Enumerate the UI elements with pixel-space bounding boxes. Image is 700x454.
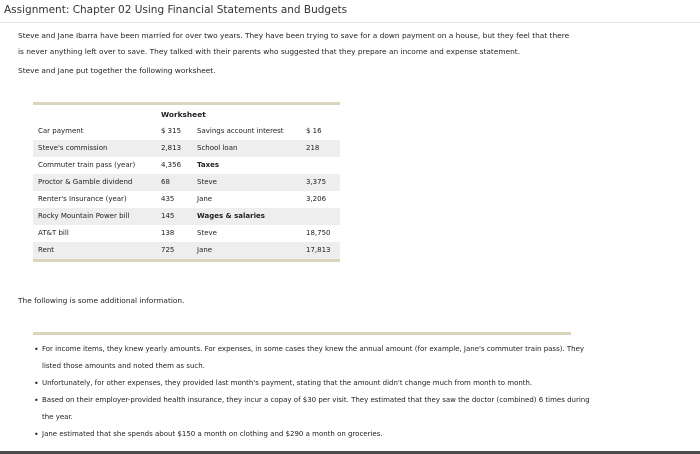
income-amount: 218	[306, 144, 320, 152]
intro-line-2: is never anything left over to save. They talked with their parents who suggested that they prepare an income and expense statement.	[18, 47, 521, 56]
assignment-header	[0, 0, 700, 23]
income-label: Jane	[197, 195, 213, 203]
expense-amount: 4,356	[161, 161, 182, 169]
bullet-item: • Unfortunately, for other expenses, they provided last month's payment, stating that the amount didn't change much from month to month.	[34, 375, 594, 392]
expense-label: Renter's Insurance (year)	[38, 195, 127, 203]
expense-amount: 435	[161, 195, 175, 203]
worksheet-row	[33, 174, 340, 191]
bullet-item: • Based on their employer-provided health insurance, they incur a copay of $30 per visit. They estimated that they saw the doctor (combined) 6 times during the year.	[34, 392, 594, 426]
expense-label: Rocky Mountain Power bill	[38, 212, 130, 220]
expense-amount: 138	[161, 229, 175, 237]
additional-info-list	[34, 341, 594, 443]
worksheet-row	[33, 225, 340, 242]
bullet-item: • Jane estimated that she spends about $150 a month on clothing and $290 a month on groceries.	[34, 426, 594, 443]
bullet-item: • For income items, they knew yearly amounts. For expenses, in some cases they knew the annual amount (for example, Jane's commuter train pass). They listed those amounts and noted them as such.	[34, 341, 594, 375]
expense-amount: 725	[161, 246, 175, 254]
worksheet-rows	[33, 123, 340, 259]
intro-line-1: Steve and Jane Ibarra have been married for over two years. They have been trying to save for a down payment on a house, but they feel that there	[18, 31, 570, 40]
income-amount: 3,206	[306, 195, 327, 203]
section-divider	[33, 332, 571, 335]
worksheet-lead-text: Steve and Jane put together the following worksheet.	[18, 66, 216, 75]
income-amount	[306, 157, 340, 174]
worksheet-row	[33, 140, 340, 157]
income-label: Jane	[197, 246, 213, 254]
worksheet-row	[33, 208, 340, 225]
income-label: Steve	[197, 229, 217, 237]
income-amount: $ 16	[306, 127, 322, 135]
income-amount: 18,750	[306, 229, 331, 237]
expense-amount: 68	[161, 178, 170, 186]
page-title: Assignment: Chapter 02 Using Financial Statements and Budgets	[4, 4, 348, 16]
income-label: Taxes	[197, 161, 220, 169]
expense-label: Commuter train pass (year)	[38, 161, 136, 169]
income-label: Wages & salaries	[197, 212, 265, 220]
income-label: School loan	[197, 144, 238, 152]
additional-info-text: The following is some additional information.	[18, 296, 185, 305]
expense-label: Steve's commission	[38, 144, 108, 152]
income-amount	[306, 208, 340, 225]
expense-label: Rent	[38, 246, 55, 254]
expense-amount: 2,813	[161, 144, 182, 152]
worksheet-title: Worksheet	[161, 110, 206, 119]
worksheet-row	[33, 157, 340, 174]
worksheet-table	[33, 102, 340, 262]
expense-amount: $ 315	[161, 127, 182, 135]
worksheet-row	[33, 191, 340, 208]
expense-amount: 145	[161, 212, 175, 220]
worksheet-row	[33, 242, 340, 259]
expense-label: Proctor & Gamble dividend	[38, 178, 133, 186]
worksheet-row	[33, 123, 340, 140]
expense-label: AT&T bill	[38, 229, 69, 237]
income-amount: 17,813	[306, 246, 331, 254]
income-label: Savings account interest	[197, 127, 284, 135]
income-label: Steve	[197, 178, 217, 186]
intro-paragraph	[18, 28, 618, 60]
income-amount: 3,375	[306, 178, 327, 186]
expense-label: Car payment	[38, 127, 84, 135]
